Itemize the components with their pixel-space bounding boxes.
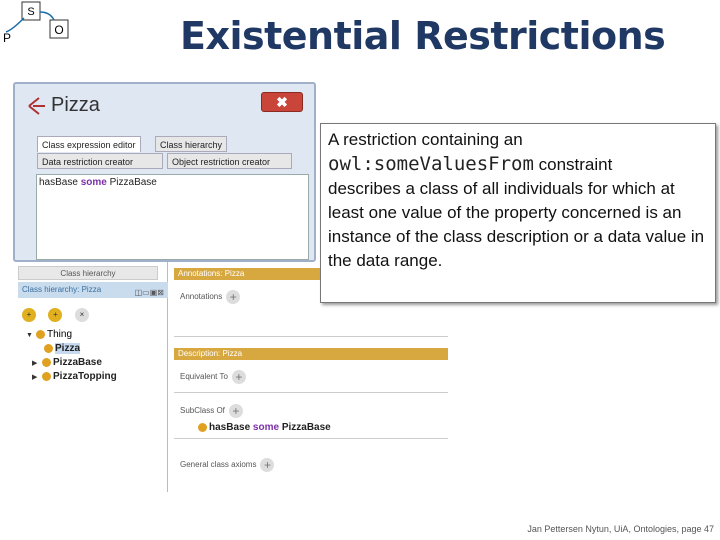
subclass-row [180, 404, 243, 418]
class-expression-dialog [13, 82, 316, 262]
general-axioms-row [180, 458, 274, 472]
annotations-row [180, 290, 240, 304]
add-subclass-icon[interactable]: + [22, 308, 36, 322]
callout-line2: constraint [533, 155, 613, 174]
add-subclass-axiom-icon[interactable]: + [229, 404, 243, 418]
class-icon [44, 344, 53, 353]
tree-item-label: Pizza [55, 343, 81, 354]
callout-code-line [328, 152, 708, 177]
tree-item-label: PizzaTopping [53, 371, 117, 382]
hierarchy-toolbar [22, 304, 162, 328]
view-buttons-icon[interactable]: ◫▭▣⊠ [134, 288, 164, 297]
annotations-label: Annotations [180, 292, 223, 302]
expand-icon: ▼ [26, 332, 33, 339]
class-icon [42, 358, 51, 367]
callout-line1: A restriction containing an [328, 130, 523, 149]
logo-s: S [27, 6, 35, 18]
subclass-label: SubClass Of [180, 406, 225, 416]
footer: Jan Pettersen Nytun, UiA, Ontologies, page 47 [527, 524, 714, 534]
tab-class-hierarchy[interactable]: Class hierarchy [155, 136, 227, 152]
add-equivalent-icon[interactable]: + [232, 370, 246, 384]
protege-icon [27, 96, 47, 116]
equivalent-row [180, 370, 246, 384]
expression-text: hasBase some PizzaBase [39, 177, 157, 188]
tab-data-restriction-creator[interactable]: Data restriction creator [37, 153, 163, 169]
logo-o: O [54, 23, 64, 37]
tree-item-pizzabase[interactable] [26, 356, 166, 370]
class-hierarchy-header [18, 282, 168, 298]
class-icon [36, 330, 45, 339]
description-header: Description: Pizza [174, 348, 448, 360]
equivalent-label: Equivalent To [180, 372, 228, 382]
tab-class-hierarchy[interactable]: Class hierarchy [18, 266, 158, 280]
spo-logo [0, 0, 90, 48]
tab-object-restriction-creator[interactable]: Object restriction creator [167, 153, 292, 169]
definition-callout [320, 123, 716, 303]
class-icon [42, 372, 51, 381]
expand-icon: ▶ [32, 360, 38, 367]
class-tree [26, 328, 166, 384]
tree-item-pizzatopping[interactable] [26, 370, 166, 384]
callout-body: describes a class of all individuals for which at least one value of the property concerned is an instance of the class description or a data value in the data range. [328, 179, 705, 270]
tab-class-expression-editor[interactable]: Class expression editor [37, 136, 141, 152]
class-icon [198, 423, 207, 432]
logo-p: P [2, 31, 12, 45]
general-axioms-label: General class axioms [180, 460, 257, 470]
callout-code: owl:someValuesFrom [328, 153, 534, 175]
add-general-axiom-icon[interactable]: + [260, 458, 274, 472]
slide-title: Existential Restrictions [180, 14, 666, 58]
expression-editor[interactable] [36, 174, 309, 260]
tree-item-label: PizzaBase [53, 357, 102, 368]
class-hierarchy-pane [8, 262, 168, 492]
class-hierarchy-header-label: Class hierarchy: Pizza [22, 285, 102, 294]
delete-class-icon[interactable]: × [75, 308, 89, 322]
annotations-header: Annotations: Pizza [174, 268, 448, 280]
tree-item-thing[interactable] [26, 328, 166, 342]
dialog-title: Pizza [51, 94, 100, 116]
tree-item-label: Thing [47, 329, 73, 340]
tree-item-pizza[interactable] [26, 342, 166, 356]
add-sibling-icon[interactable]: + [48, 308, 62, 322]
add-annotation-icon[interactable]: + [226, 290, 240, 304]
subclass-axiom[interactable]: hasBase some PizzaBase [198, 422, 331, 433]
close-button[interactable]: ✖ [261, 92, 303, 112]
expand-icon: ▶ [32, 374, 38, 381]
